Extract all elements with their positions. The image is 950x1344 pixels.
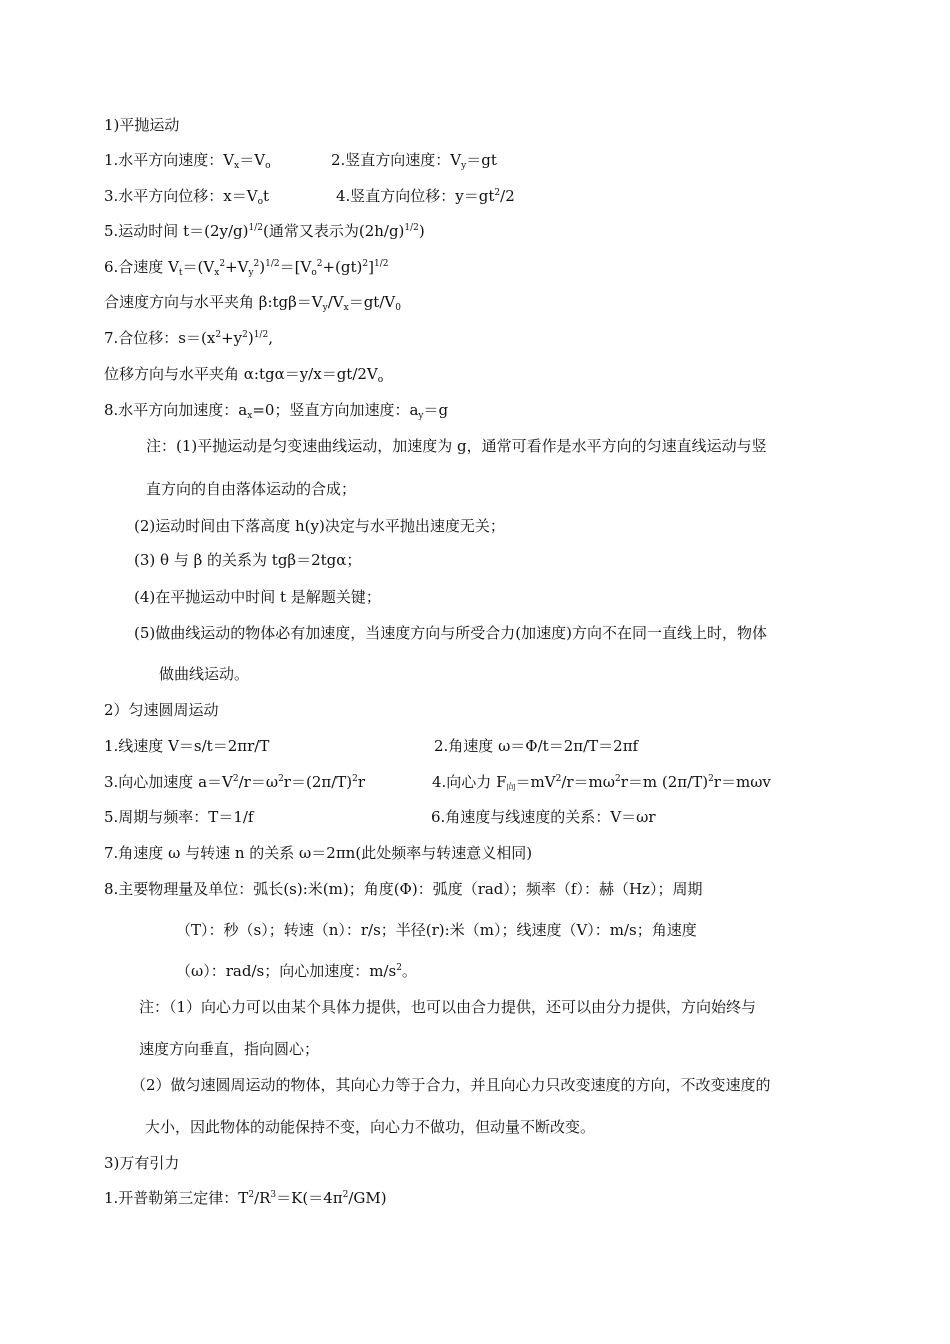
text: =0；竖直方向加速度：a	[252, 401, 419, 419]
superscript: 2	[219, 259, 226, 269]
subscript: o	[265, 161, 271, 171]
text: /2	[500, 187, 515, 205]
superscript: 2	[232, 774, 239, 784]
subscript: y	[322, 303, 328, 313]
note-paragraph	[139, 997, 846, 1017]
note-text: (4)在平抛运动中时间 t 是解题关键；	[134, 588, 381, 606]
text: 2.角速度 ω＝Φ/t＝2π/T＝2πf	[434, 737, 639, 755]
superscript: 2	[352, 774, 358, 784]
subscript: 向	[506, 783, 516, 793]
formula-line	[104, 257, 388, 277]
text: /r＝ω	[238, 773, 279, 791]
text: r＝m (2π/T)	[620, 773, 709, 791]
note-paragraph	[146, 436, 846, 456]
subscript: x	[247, 411, 253, 421]
text: r＝(2π/T)	[283, 773, 353, 791]
text: +y	[221, 329, 243, 347]
formula-line	[331, 150, 497, 170]
text: （ω）：rad/s；向心加速度：m/s	[176, 962, 397, 980]
text: 4.竖直方向位移：y＝gt	[336, 187, 495, 205]
text: ＝mV	[515, 773, 556, 791]
formula-line	[176, 920, 846, 940]
section-heading	[104, 1153, 179, 1173]
formula-line	[104, 879, 846, 899]
superscript: 1/2	[404, 223, 419, 233]
heading-text: 2）匀速圆周运动	[104, 701, 219, 719]
superscript: 1/2	[248, 223, 263, 233]
superscript: 2	[316, 259, 323, 269]
note-text: 大小，因此物体的动能保持不变，向心力不做功，但动量不断改变。	[145, 1118, 596, 1136]
formula-line	[104, 292, 401, 312]
superscript: 2	[555, 774, 562, 784]
note-text: 做曲线运动。	[159, 665, 250, 683]
text: ＝g	[423, 401, 449, 419]
formula-line	[434, 736, 638, 756]
note-paragraph	[139, 1039, 319, 1059]
formula-line	[104, 1188, 387, 1208]
subscript: x	[343, 303, 349, 313]
text: 4.向心力 F	[432, 773, 507, 791]
text: 3.向心加速度 a＝V	[104, 773, 233, 791]
text: 6.合速度 V	[104, 258, 179, 276]
text: r	[357, 773, 366, 791]
note-paragraph	[134, 623, 846, 643]
text: 位移方向与水平夹角 α:tgα＝y/x＝gt/2V	[104, 365, 378, 383]
formula-line	[104, 186, 269, 206]
text: /R	[254, 1189, 271, 1207]
text: ＝V	[239, 151, 266, 169]
superscript: 2	[615, 774, 621, 784]
text: ＝gt	[466, 151, 497, 169]
note-text: 速度方向垂直，指向圆心；	[139, 1040, 320, 1058]
subscript: 0	[395, 303, 401, 313]
subscript: y	[461, 161, 467, 171]
superscript: 1/2	[265, 259, 280, 269]
subscript: t	[178, 268, 183, 278]
superscript: 1/2	[253, 330, 269, 340]
text: 。	[401, 962, 417, 980]
text: t	[263, 187, 270, 205]
note-paragraph	[145, 1117, 595, 1137]
text: 合速度方向与水平夹角 β:tgβ＝V	[104, 293, 323, 311]
text: 1.线速度 V＝s/t＝2πr/T	[104, 737, 270, 755]
formula-line	[336, 186, 515, 206]
subscript: o	[257, 197, 264, 207]
superscript: 2	[215, 330, 222, 340]
note-paragraph	[131, 1075, 846, 1095]
text: /V	[327, 293, 344, 311]
text: )	[247, 329, 254, 347]
text: ＝(V	[182, 258, 215, 276]
text: (通常又表示为(2h/g)	[262, 222, 405, 240]
text: 3.水平方向位移：x＝V	[104, 187, 258, 205]
text: 6.角速度与线速度的关系：V＝ωr	[431, 808, 656, 826]
text: 1.开普勒第三定律：T	[104, 1189, 249, 1207]
formula-line	[176, 961, 417, 981]
subscript: x	[234, 161, 240, 171]
note-paragraph	[134, 516, 505, 536]
formula-line	[104, 736, 269, 756]
text: ]	[368, 258, 374, 276]
note-paragraph	[146, 479, 356, 499]
subscript: o	[311, 268, 317, 278]
formula-line	[104, 364, 383, 384]
text: /r＝mω	[561, 773, 615, 791]
text: ＝[V	[279, 258, 312, 276]
note-text: 直方向的自由落体运动的合成；	[146, 480, 357, 498]
note-text: 注：（1）向心力可以由某个具体力提供，也可以由合力提供，还可以由分力提供，方向始终与	[139, 998, 757, 1016]
note-text: (3) θ 与 β 的关系为 tgβ＝2tgα；	[134, 551, 362, 569]
text: )	[418, 222, 425, 240]
text: )	[259, 258, 266, 276]
note-paragraph	[159, 664, 249, 684]
superscript: 2	[708, 774, 714, 784]
section-heading	[104, 700, 219, 720]
text: 8.主要物理量及单位：弧长(s):米(m)；角度(Φ)：弧度（rad）；频率（f）：赫（Hz）；周期	[104, 880, 703, 898]
note-text: (5)做曲线运动的物体必有加速度，当速度方向与所受合力(加速度)方向不在同一直线上时，物体	[134, 624, 767, 642]
superscript: 2	[248, 1190, 255, 1200]
formula-line	[432, 772, 771, 792]
superscript: 3	[270, 1190, 277, 1200]
formula-line	[104, 221, 425, 241]
heading-text: 1)平抛运动	[104, 116, 180, 134]
superscript: 2	[362, 259, 369, 269]
superscript: 2	[242, 330, 248, 340]
superscript: 2	[278, 774, 284, 784]
superscript: 2	[396, 963, 402, 973]
text: ,	[268, 329, 273, 347]
text: +(gt)	[322, 258, 363, 276]
superscript: 2	[494, 188, 501, 198]
heading-text: 3)万有引力	[104, 1154, 180, 1172]
superscript: 1/2	[373, 259, 389, 269]
superscript: 2	[342, 1190, 349, 1200]
text: （T）：秒（s）；转速（n）：r/s；半径(r):米（m）；线速度（V）：m/s；角速度	[176, 921, 697, 939]
formula-line	[104, 807, 253, 827]
note-paragraph	[134, 550, 361, 570]
text: 8.水平方向加速度：a	[104, 401, 248, 419]
text: ＝K(＝4π	[276, 1189, 343, 1207]
text: /GM)	[348, 1189, 387, 1207]
text: r＝mωv	[713, 773, 771, 791]
subscript: o	[377, 375, 384, 385]
formula-line	[104, 843, 532, 863]
text: +V	[225, 258, 249, 276]
note-text: 注：(1)平抛运动是匀变速曲线运动，加速度为 g，通常可看作是水平方向的匀速直线运动与竖	[146, 437, 767, 455]
note-text: （2）做匀速圆周运动的物体，其向心力等于合力，并且向心力只改变速度的方向，不改变速度的	[131, 1076, 771, 1094]
text: 7.合位移：s＝(x	[104, 329, 216, 347]
subscript: y	[418, 411, 424, 421]
text: 5.周期与频率：T＝1/f	[104, 808, 254, 826]
superscript: 2	[253, 259, 260, 269]
text: ＝gt/V	[348, 293, 396, 311]
note-paragraph	[134, 587, 381, 607]
text: 2.竖直方向速度：V	[331, 151, 462, 169]
section-heading	[104, 115, 179, 135]
formula-line	[104, 150, 271, 170]
subscript: y	[248, 268, 254, 278]
formula-line	[104, 328, 273, 348]
text: 5.运动时间 t＝(2y/g)	[104, 222, 249, 240]
formula-line	[431, 807, 656, 827]
text: 7.角速度 ω 与转速 n 的关系 ω＝2πn(此处频率与转速意义相同)	[104, 844, 533, 862]
formula-line	[104, 772, 365, 792]
subscript: x	[214, 268, 220, 278]
formula-line	[104, 400, 448, 420]
text: 1.水平方向速度：V	[104, 151, 235, 169]
note-text: (2)运动时间由下落高度 h(y)决定与水平抛出速度无关；	[134, 517, 505, 535]
